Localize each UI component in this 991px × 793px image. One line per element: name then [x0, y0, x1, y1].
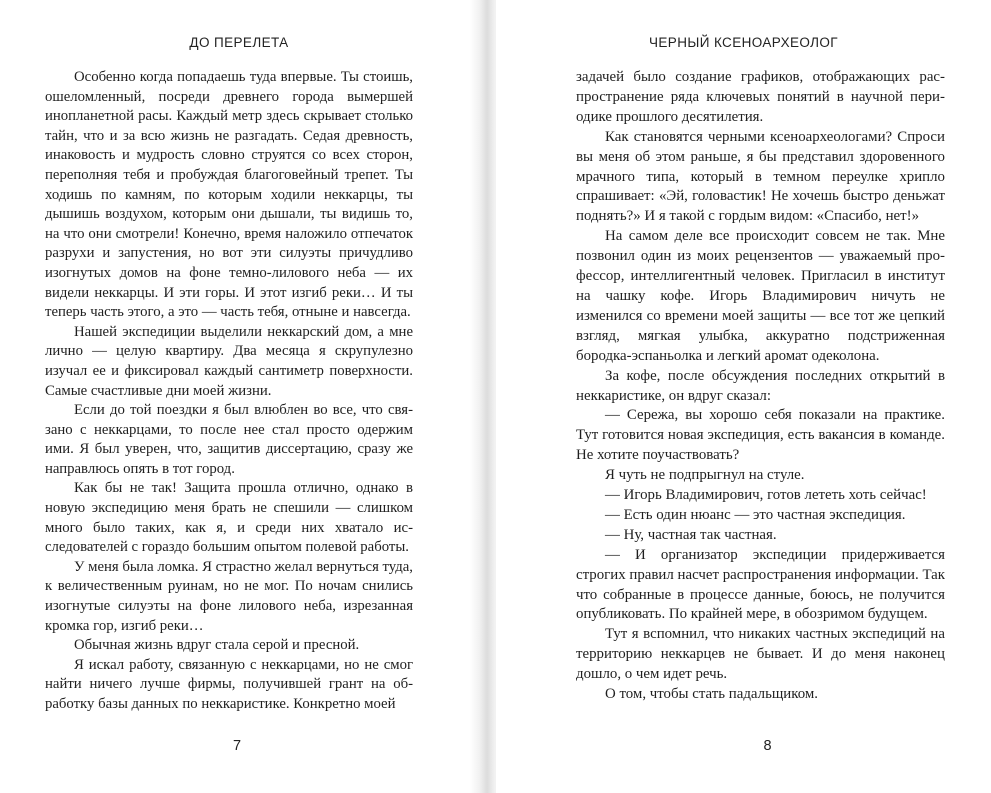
right-page-text	[576, 68, 945, 705]
paragraph: Тут я вспомнил, что никаких частных экспедиций на территорию неккарцев не бывает. И до меня наконец дошло, о чем идет речь.	[576, 626, 945, 683]
paragraph: У меня была ломка. Я страстно желал вернуться туда, к величественным руинам, но не мог. По ночам снились изогнутые силуэты на фоне лилового неба, изрезанная кромка гор, изгиб реки…	[45, 558, 413, 634]
running-head-left: ДО ПЕРЕЛЕТА	[189, 35, 289, 50]
paragraph: Как бы не так! Защита прошла отлично, однако в новую экспедицию меня брать не спешили — слишком много было таких, как я, и среди них хватало исследователей с гораздо большим опытом полевой работы.	[45, 480, 413, 556]
paragraph: О том, чтобы стать падальщиком.	[605, 686, 819, 703]
paragraph: Как становятся черными ксеноархеологами? Спроси вы меня об этом раньше, я бы представил здоровенного мрачного типа, который в темном переулке хрипло спрашивает: «Эй, головастик! Не хочешь быстро деньжат поднять?» И я такой с гордым видом: «Спасибо, нет!»	[576, 128, 945, 225]
running-head-right: ЧЕРНЫЙ КСЕНОАРХЕОЛОГ	[648, 35, 838, 50]
paragraph: На самом деле все происходит совсем не так. Мне позвонил один из моих рецензентов — уважаемый профессор, интеллигентный человек. Пригласил в институт на чашку кофе. Игорь Владимирович ничуть не изменился со времени моей защиты — все тот же цепкий взгляд, мягкая улыбка, аккуратно подстриженная бородка-эспаньолка и легкий аромат одеколона.	[576, 228, 945, 364]
paragraph: Я искал работу, связанную с неккарцами, но не смог найти ничего лучше фирмы, получившей грант на обработку базы данных по неккаристике. Конкретно моей	[45, 656, 413, 712]
paragraph: — Ну, частная так частная.	[605, 526, 777, 543]
paragraph: За кофе, после обсуждения последних открытий в неккаристике, он вдруг сказал:	[576, 367, 945, 404]
left-page-text	[45, 68, 413, 715]
paragraph: — И организатор экспедиции придерживается строгих правил насчет распространения информации. Так что собранные в процессе данные, боюсь, не получится опубликовать. По крайней мере, в обозримом будущем.	[576, 546, 945, 623]
paragraph: Особенно когда попадаешь туда впервые. Ты стоишь, ошеломленный, посреди древнего города вымершей инопланетной расы. Каждый метр здесь скрывает столько тайн, что и за всю жизнь не разгадать. Седая древность, инаковость и мудрость словно струятся со всех сторон, переполняя тебя и пробуждая благоговейный трепет. Ты ходишь по камням, по которым ходили неккарцы, ты дышишь воздухом, которым они дышали, ты видишь то, на что они смотрели! Конечно, время наложило отпечаток разрухи и запустения, но вот эти силуэты причудливо изогнутых домов на фоне темно-лилового неба — их видели неккарцы. И эти горы. И этот изгиб реки… И ты теперь часть этого, а это — часть тебя, отныне и навсегда.	[45, 69, 413, 321]
paragraph: Я чуть не подпрыгнул на стуле.	[605, 467, 805, 484]
right-page	[496, 0, 991, 793]
page-number-right: 8	[763, 738, 772, 754]
paragraph: Нашей экспедиции выделили неккарский дом, а мне лично — целую квартиру. Два месяца я скрупулезно изучал ее и фиксировал каждый сантиметр поверхности. Самые счастливые дни моей жизни.	[45, 323, 413, 399]
left-page	[0, 0, 478, 793]
paragraph: — Сережа, вы хорошо себя показали на практике. Тут готовится новая экспедиция, есть вакансия в команде. Не хотите поучаствовать?	[576, 407, 945, 464]
paragraph: Если до той поездки я был влюблен во все, что связано с неккарцами, то после нее стал просто одержим ими. Я был уверен, что, защитив диссертацию, сразу же направлюсь опять в тот город.	[45, 402, 413, 477]
paragraph: — Есть один нюанс — это частная экспедиция.	[605, 506, 906, 523]
page-number-left: 7	[232, 738, 242, 754]
paragraph: Обычная жизнь вдруг стала серой и пресной.	[74, 637, 360, 654]
continued-paragraph: задачей было создание графиков, отображающих распространение ряда ключевых понятий в научной периодике прошлого десятилетия.	[576, 69, 945, 125]
paragraph: — Игорь Владимирович, готов лететь хоть сейчас!	[605, 487, 927, 504]
